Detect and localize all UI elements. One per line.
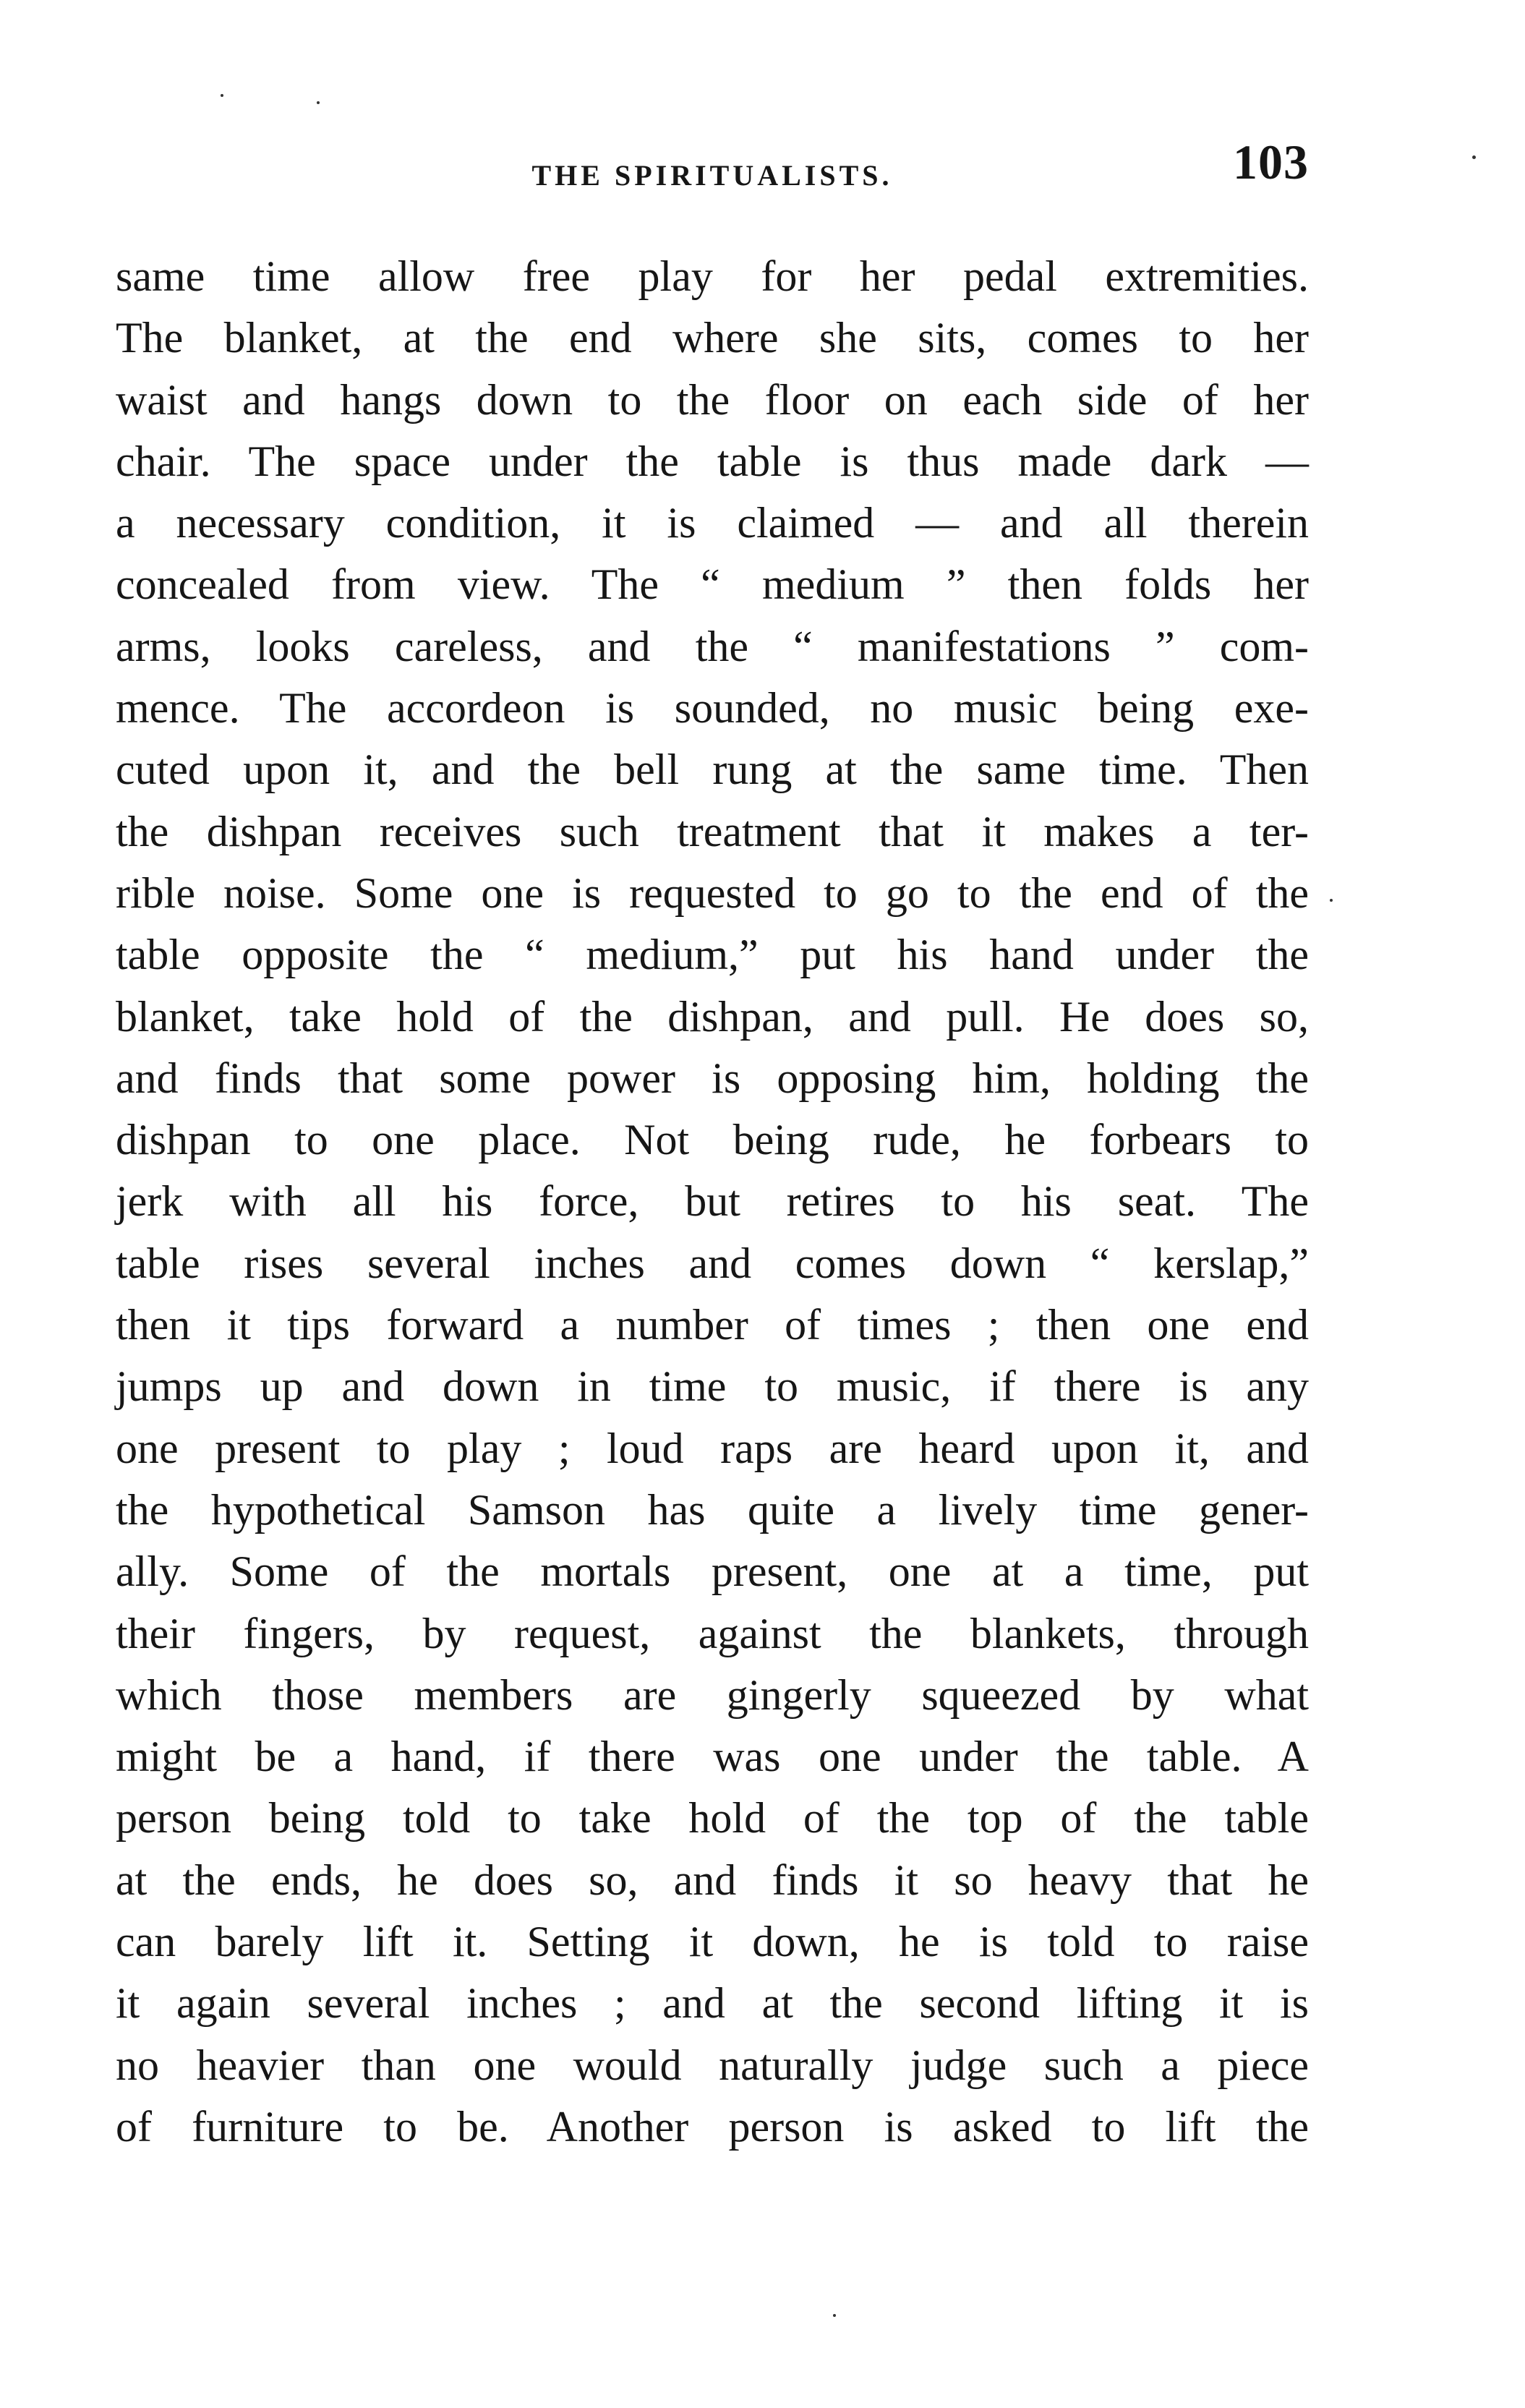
scan-speck bbox=[221, 94, 223, 97]
text-line: the hypothetical Samson has quite a lively time gener- bbox=[116, 1485, 1309, 1534]
text-line: concealed from view. The “ medium ” then folds her bbox=[116, 560, 1309, 609]
text-line: can barely lift it. Setting it down, he is told to raise bbox=[116, 1918, 1309, 1966]
text-line: the dishpan receives such treatment that it makes a ter- bbox=[116, 807, 1309, 855]
text-line: one present to play ; loud raps are heard upon it, and bbox=[116, 1424, 1309, 1472]
scan-speck bbox=[833, 2314, 836, 2317]
page-header bbox=[116, 134, 1309, 206]
text-line: cuted upon it, and the bell rung at the same time. Then bbox=[116, 746, 1309, 794]
text-line: blanket, take hold of the dishpan, and pull. He does so, bbox=[116, 992, 1309, 1041]
text-line: jumps up and down in time to music, if there is any bbox=[116, 1362, 1309, 1411]
text-line: of furniture to be. Another person is asked to lift the bbox=[116, 2102, 1309, 2151]
text-line: it again several inches ; and at the second lifting it is bbox=[116, 1979, 1309, 2028]
text-line: jerk with all his force, but retires to his seat. The bbox=[116, 1177, 1309, 1226]
text-line: mence. The accordeon is sounded, no music being exe- bbox=[116, 684, 1309, 733]
scan-speck bbox=[1472, 155, 1476, 159]
text-line: no heavier than one would naturally judge such a piece bbox=[116, 2041, 1309, 2089]
text-line: person being told to take hold of the top of the table bbox=[116, 1794, 1309, 1843]
text-line: table rises several inches and comes down “ kerslap,” bbox=[116, 1239, 1309, 1287]
text-line: waist and hangs down to the floor on each side of her bbox=[116, 375, 1309, 424]
text-line: a necessary condition, it is claimed — and all therein bbox=[116, 499, 1309, 547]
text-line: their fingers, by request, against the blankets, through bbox=[116, 1609, 1309, 1657]
text-line: and finds that some power is opposing him, holding the bbox=[116, 1054, 1309, 1102]
scan-speck bbox=[1330, 899, 1333, 902]
text-line: rible noise. Some one is requested to go to the end of the bbox=[116, 868, 1309, 917]
text-line: ally. Some of the mortals present, one at a time, put bbox=[116, 1547, 1309, 1596]
text-line: arms, looks careless, and the “ manifestations ” com- bbox=[116, 622, 1309, 670]
running-head: THE SPIRITUALISTS. bbox=[531, 159, 893, 192]
text-line: which those members are gingerly squeezed by what bbox=[116, 1670, 1309, 1719]
page-number: 103 bbox=[1233, 135, 1309, 189]
text-line: same time allow free play for her pedal extremities. bbox=[116, 252, 1309, 300]
text-line: chair. The space under the table is thus made dark — bbox=[116, 437, 1309, 485]
text-line: The blanket, at the end where she sits, comes to her bbox=[116, 314, 1309, 362]
scan-speck bbox=[317, 101, 320, 104]
text-line: at the ends, he does so, and finds it so heavy that he bbox=[116, 1856, 1309, 1904]
text-line: dishpan to one place. Not being rude, he forbears to bbox=[116, 1116, 1309, 1164]
text-line: might be a hand, if there was one under the table. A bbox=[116, 1733, 1309, 1781]
body-text bbox=[116, 246, 1309, 2158]
text-line: table opposite the “ medium,” put his hand under the bbox=[116, 931, 1309, 979]
text-line: then it tips forward a number of times ; then one end bbox=[116, 1301, 1309, 1349]
